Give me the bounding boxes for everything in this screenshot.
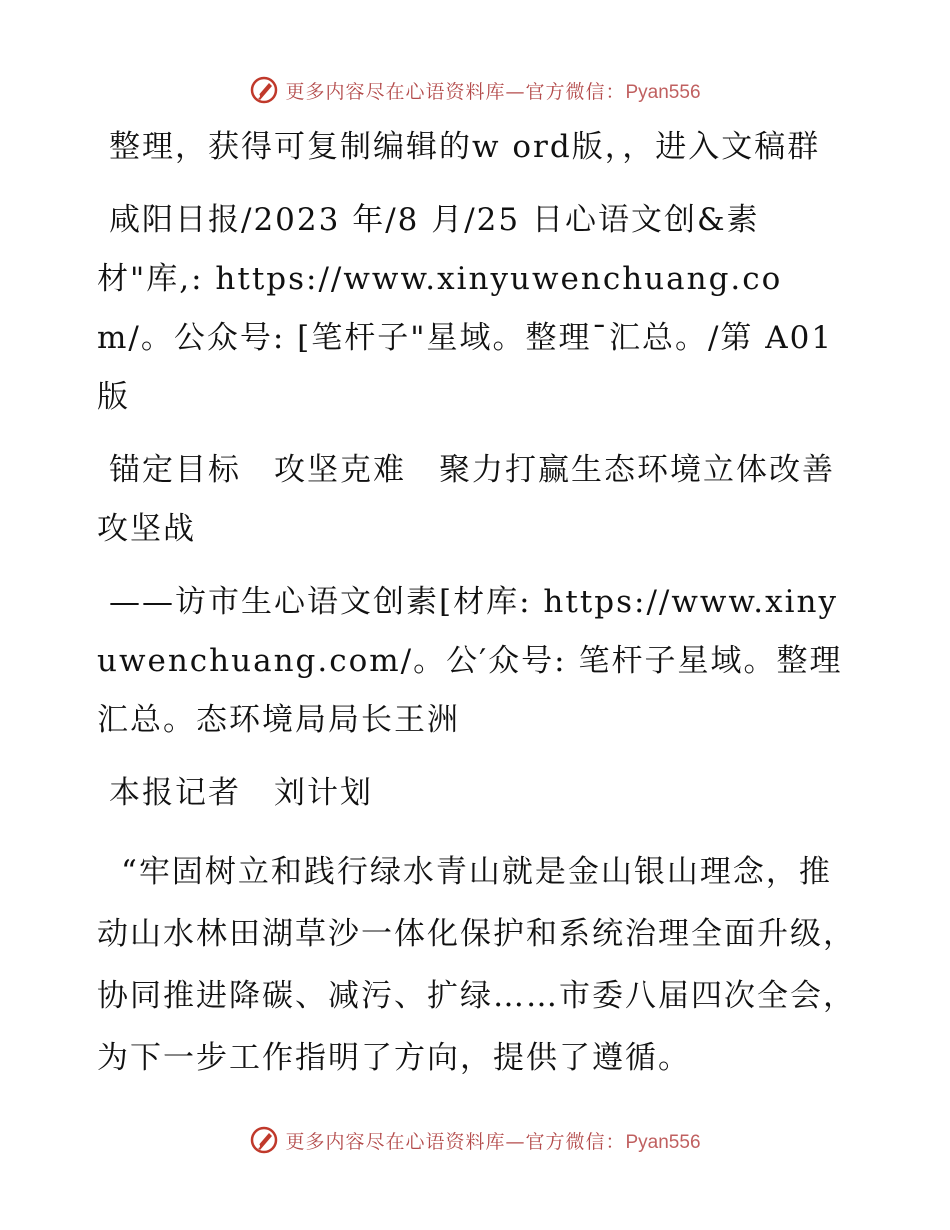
footer-watermark [0, 1122, 950, 1158]
pen-circle-logo-icon [249, 1125, 279, 1155]
watermark-text: 更多内容尽在心语资料库—官方微信：Pyan556 [285, 1130, 701, 1153]
document-body [97, 118, 857, 1103]
article-headline: 锚定目标 攻坚克难 聚力打赢生态环境立体改善攻坚战 [97, 452, 835, 547]
pen-circle-logo-icon [249, 75, 279, 105]
header-watermark [0, 72, 950, 108]
watermark-text: 更多内容尽在心语资料库—官方微信：Pyan556 [285, 80, 701, 103]
paragraph-source: 咸阳日报/2023 年/8 月/25 日心语文创&素材"库,: https://www.xinyuwenchuang.com/。公众号: [笔杆子"星域。整理¯汇总。/第 A01 版 [97, 202, 834, 415]
reporter-byline: 本报记者 刘计划 [109, 775, 373, 811]
paragraph-intro: 整理，获得可复制编辑的w ord版，，进入文稿群 [109, 129, 821, 165]
article-subheadline: ——访市生心语文创素[材库: https://www.xinyuwenchuang.com/。公′众号: 笔杆子星域。整理汇总。态环境局局长王洲 [97, 584, 843, 738]
paragraph-body: “牢固树立和践行绿水青山就是金山银山理念，推动山水林田湖草沙一体化保护和系统治理全面升级，协同推进降碳、减污、扩绿……市委八届四次全会，为下一步工作指明了方向，提供了遵循。 [97, 854, 856, 1076]
